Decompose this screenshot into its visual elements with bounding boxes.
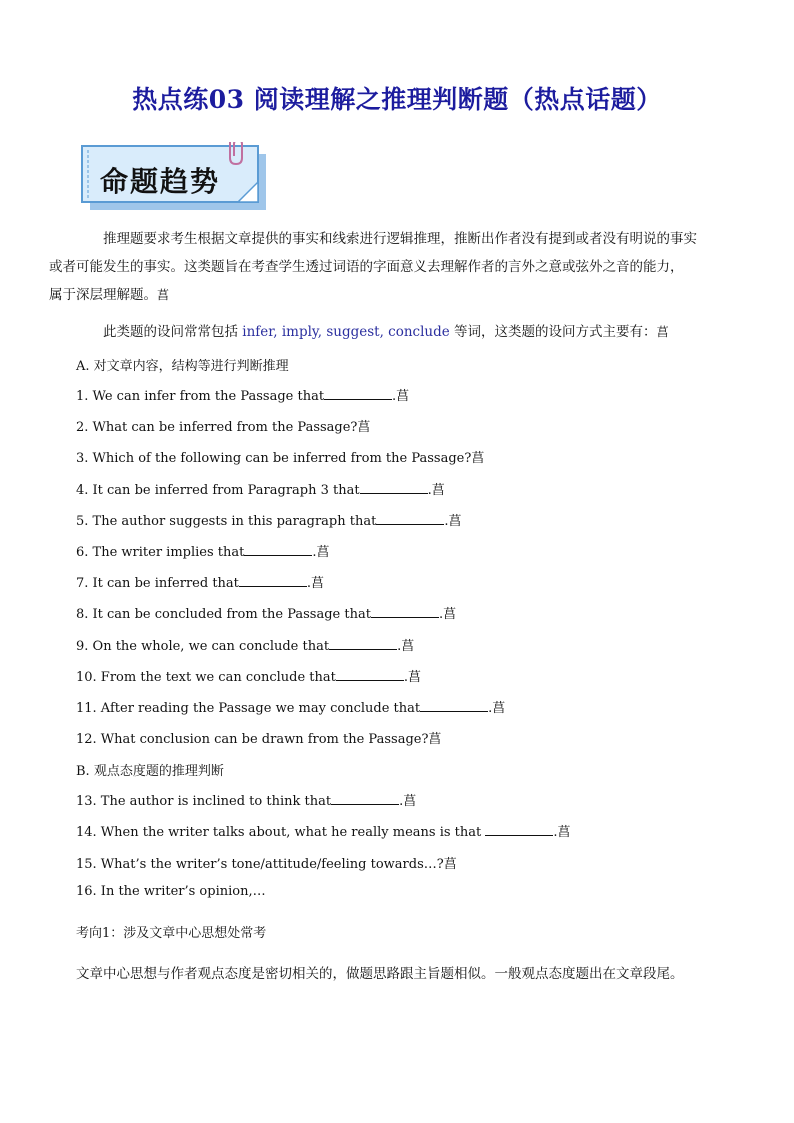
question-item bbox=[76, 385, 409, 404]
intro-line-1: 推理题要求考生根据文章提供的事实和线索进行逻辑推理，推断出作者没有提到或者没有明说的事实 bbox=[103, 231, 697, 247]
intro-paragraph-1 bbox=[49, 225, 724, 309]
intro-line-3-wrap bbox=[49, 281, 169, 309]
answer-blank bbox=[420, 700, 488, 712]
question-end-mark: .菖 bbox=[397, 638, 415, 654]
closing-paragraph: 文章中心思想与作者观点态度是密切相关的，做题思路跟主旨题相似。一般观点态度题出在文章段尾。 bbox=[76, 966, 684, 982]
intro-mark: 菖 bbox=[157, 288, 170, 302]
question-item bbox=[76, 821, 571, 840]
question-text: 5. The author suggests in this paragraph that bbox=[76, 513, 377, 529]
question-text: 9. On the whole, we can conclude that bbox=[76, 638, 330, 654]
question-text: 13. The author is inclined to think that bbox=[76, 794, 332, 809]
answer-blank bbox=[485, 824, 553, 836]
question-item bbox=[76, 790, 416, 809]
question-end-mark: .菖 bbox=[312, 545, 330, 560]
question-end-mark: .菖 bbox=[392, 389, 410, 404]
question-end-mark: .菖 bbox=[427, 482, 445, 498]
answer-blank bbox=[324, 388, 392, 400]
question-text: 4. It can be inferred from Paragraph 3 that bbox=[76, 482, 360, 498]
question-text: 8. It can be concluded from the Passage that bbox=[76, 607, 371, 623]
intro-p2-mark: 菖 bbox=[656, 325, 669, 339]
question-item bbox=[76, 447, 484, 466]
answer-blank bbox=[336, 669, 404, 681]
question-text: 15. What’s the writer’s tone/attitude/feeling towards…?菖 bbox=[76, 856, 457, 872]
badge-label: 命题趋势 bbox=[100, 165, 221, 198]
answer-blank bbox=[331, 793, 399, 805]
section-b-heading: B. 观点态度题的推理判断 bbox=[76, 764, 224, 779]
question-item bbox=[76, 635, 414, 654]
section-badge bbox=[78, 142, 268, 210]
section-a-heading: A. 对文章内容，结构等进行判断推理 bbox=[76, 359, 289, 374]
question-text: 16. In the writer’s opinion,… bbox=[76, 883, 266, 899]
question-text: 6. The writer implies that bbox=[76, 545, 245, 560]
intro-line-3: 属于深层理解题。 bbox=[49, 287, 157, 303]
answer-blank bbox=[371, 606, 439, 618]
question-text: 1. We can infer from the Passage that bbox=[76, 389, 325, 404]
question-item bbox=[76, 884, 266, 899]
question-text: 3. Which of the following can be inferred from the Passage?菖 bbox=[76, 451, 485, 467]
question-item bbox=[76, 416, 370, 435]
question-item bbox=[76, 666, 421, 685]
question-item bbox=[76, 572, 324, 591]
answer-blank bbox=[360, 482, 428, 494]
question-end-mark: .菖 bbox=[306, 576, 325, 592]
page-title: 热点练03 阅读理解之推理判断题（热点话题） bbox=[132, 85, 662, 114]
kaoxiang-heading: 考向1：涉及文章中心思想处常考 bbox=[76, 926, 267, 941]
question-item bbox=[76, 853, 457, 872]
question-end-mark: .菖 bbox=[399, 794, 417, 809]
question-end-mark: .菖 bbox=[444, 513, 462, 529]
intro-p2-suffix: 等词，这类题的设问方式主要有： bbox=[449, 324, 657, 340]
intro-p2-prefix: 此类题的设问常常包括 bbox=[103, 324, 243, 340]
question-text: 14. When the writer talks about, what he really means is that bbox=[76, 825, 486, 841]
intro-line-2: 或者可能发生的事实。这类题旨在考查学生透过词语的字面意义去理解作者的言外之意或弦外之音的能力， bbox=[49, 259, 684, 275]
answer-blank bbox=[376, 513, 444, 525]
question-end-mark: .菖 bbox=[553, 825, 571, 841]
question-item bbox=[76, 603, 456, 622]
answer-blank bbox=[239, 575, 307, 587]
question-item bbox=[76, 510, 461, 529]
question-item bbox=[76, 479, 445, 498]
question-end-mark: .菖 bbox=[488, 701, 506, 716]
question-item bbox=[76, 697, 505, 716]
question-text: 11. After reading the Passage we may conclude that bbox=[76, 701, 421, 716]
question-item bbox=[76, 728, 441, 747]
question-end-mark: .菖 bbox=[438, 607, 457, 623]
question-item bbox=[76, 541, 330, 560]
intro-paragraph-2 bbox=[76, 318, 724, 346]
answer-blank bbox=[244, 544, 312, 556]
answer-blank bbox=[329, 638, 397, 650]
question-text: 2. What can be inferred from the Passage?菖 bbox=[76, 420, 371, 436]
question-text: 7. It can be inferred that bbox=[76, 576, 239, 592]
intro-keywords: infer, imply, suggest, conclude bbox=[242, 324, 450, 340]
question-text: 12. What conclusion can be drawn from the Passage?菖 bbox=[76, 732, 442, 748]
question-text: 10. From the text we can conclude that bbox=[76, 669, 336, 685]
question-end-mark: .菖 bbox=[403, 669, 421, 685]
